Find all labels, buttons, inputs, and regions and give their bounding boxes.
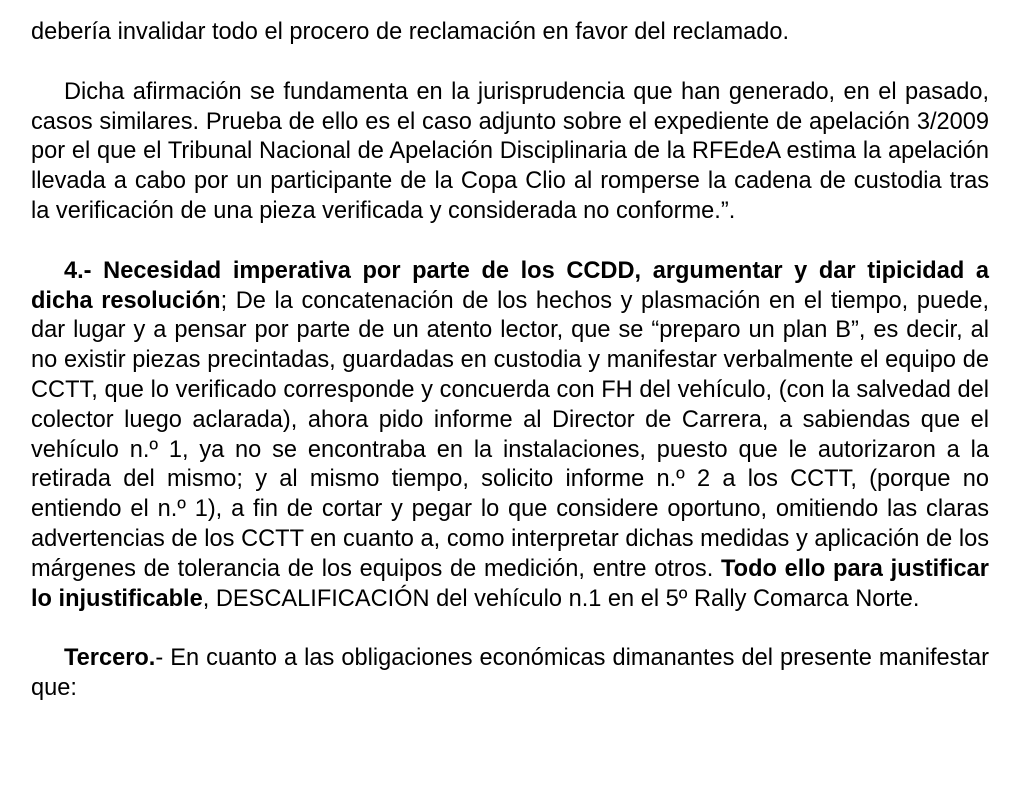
tercero-heading: Tercero. — [64, 645, 156, 672]
paragraph-jurisprudence — [31, 78, 989, 227]
point-4-emphasis: Todo ello para justificar lo injustificable — [31, 555, 989, 612]
point-4-end: , DESCALIFICACIÓN del vehículo n.1 en el 5º Rally Comarca Norte. — [202, 585, 920, 612]
paragraph-intro-text: debería invalidar todo el procero de reclamación en favor del reclamado. — [31, 19, 790, 45]
point-4-heading: 4.- Necesidad imperativa por parte de los CCDD, argumentar y dar tipicidad a dicha resolución — [31, 257, 989, 314]
paragraph-jurisprudence-text: Dicha afirmación se fundamenta en la jurisprudencia que han generado, en el pasado, casos similares. Prueba de ello es el caso adjunto sobre el expediente de apelación 3/2009 por el que el Tribunal Nacional de Apelación Disciplinaria de la RFEdeA estima la apelación llevada a cabo por un participante de la Copa Clio al romperse la cadena de custodia tras la verificación de una pieza verificada y considerada no conforme.”. — [31, 78, 989, 224]
paragraph-intro — [31, 18, 989, 48]
tercero-body: - En cuanto a las obligaciones económicas dimanantes del presente manifestar que: — [31, 645, 989, 702]
paragraph-point-4 — [31, 257, 989, 615]
point-4-body: ; De la concatenación de los hechos y plasmación en el tiempo, puede, dar lugar y a pensar por parte de un atento lector, que se “preparo un plan B”, es decir, al no existir piezas precintadas, guardadas en custodia y manifestar verbalmente el equipo de CCTT, que lo verificado corresponde y concuerda con FH del vehículo, (con la salvedad del colector luego aclarada), ahora pido informe al Director de Carrera, a sabiendas que el vehículo n.º 1, ya no se encontraba en la instalaciones, puesto que le autorizaron a la retirada del mismo; y al mismo tiempo, solicito informe n.º 2 a los CCTT, (porque no entiendo el n.º 1), a fin de cortar y pegar lo que considere oportuno, omitiendo las claras advertencias de los CCTT en cuanto a, como interpretar dichas medidas y aplicación de los márgenes de tolerancia de los equipos de medición, entre otros. — [31, 287, 990, 582]
paragraph-tercero — [31, 644, 989, 704]
document-page — [31, 18, 989, 704]
